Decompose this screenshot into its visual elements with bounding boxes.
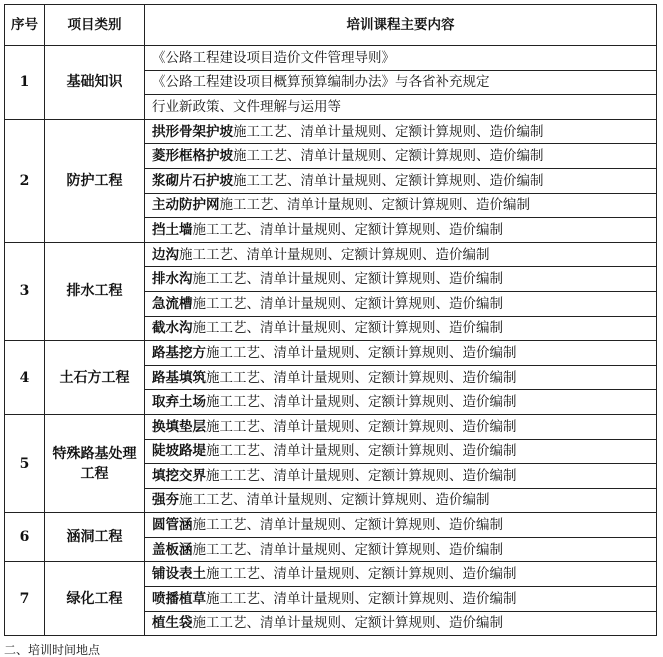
content-cell: [145, 70, 657, 95]
category-cell: 土石方工程: [45, 341, 145, 415]
content-item-text: 《公路工程建设项目造价文件管理导则》: [152, 49, 395, 66]
content-item-name: 菱形框格护坡: [152, 148, 233, 165]
content-item-name: 盖板涵: [152, 541, 193, 558]
content-item-text: 施工工艺、清单计量规则、定额计算规则、造价编制: [206, 394, 517, 411]
content-cell: [145, 267, 657, 292]
content-item-text: 施工工艺、清单计量规则、定额计算规则、造价编制: [206, 467, 517, 484]
content-item-text: 施工工艺、清单计量规则、定额计算规则、造价编制: [206, 418, 517, 435]
category-cell: 排水工程: [45, 242, 145, 340]
content-item-text: 施工工艺、清单计量规则、定额计算规则、造价编制: [206, 590, 517, 607]
content-item-name: 铺设表土: [152, 566, 206, 583]
table-row: [5, 119, 657, 144]
header-category: 项目类别: [45, 5, 145, 46]
content-item-name: 边沟: [152, 246, 179, 263]
category-cell: 防护工程: [45, 119, 145, 242]
table-row: [5, 341, 657, 366]
content-item-text: 施工工艺、清单计量规则、定额计算规则、造价编制: [219, 197, 530, 214]
content-item-text: 施工工艺、清单计量规则、定额计算规则、造价编制: [192, 271, 503, 288]
content-item-text: 施工工艺、清单计量规则、定额计算规则、造价编制: [192, 615, 503, 632]
seq-cell: 3: [5, 242, 45, 340]
content-item-name: 填挖交界: [152, 467, 206, 484]
content-cell: [145, 119, 657, 144]
header-content: 培训课程主要内容: [145, 5, 657, 46]
category-cell: 绿化工程: [45, 562, 145, 636]
table-row: [5, 562, 657, 587]
content-item-name: 陡坡路堤: [152, 443, 206, 460]
content-item-name: 主动防护网: [152, 197, 220, 214]
table-row: [5, 242, 657, 267]
content-cell: [145, 95, 657, 120]
content-item-name: 换填垫层: [152, 418, 206, 435]
content-item-name: 取弃土场: [152, 394, 206, 411]
content-item-text: 施工工艺、清单计量规则、定额计算规则、造价编制: [233, 172, 544, 189]
content-item-name: 强夯: [152, 492, 179, 509]
content-item-name: 挡土墙: [152, 221, 193, 238]
content-cell: [145, 291, 657, 316]
header-seq: 序号: [5, 5, 45, 46]
content-cell: [145, 218, 657, 243]
table-row: [5, 46, 657, 71]
content-item-text: 施工工艺、清单计量规则、定额计算规则、造价编制: [206, 566, 517, 583]
content-cell: [145, 144, 657, 169]
content-item-text: 施工工艺、清单计量规则、定额计算规则、造价编制: [206, 344, 517, 361]
content-item-name: 圆管涵: [152, 517, 193, 534]
seq-cell: 6: [5, 513, 45, 562]
content-cell: [145, 587, 657, 612]
content-item-name: 路基挖方: [152, 344, 206, 361]
content-item-text: 施工工艺、清单计量规则、定额计算规则、造价编制: [233, 148, 544, 165]
content-cell: [145, 562, 657, 587]
content-item-text: 施工工艺、清单计量规则、定额计算规则、造价编制: [206, 443, 517, 460]
table-body: [5, 46, 657, 636]
content-cell: [145, 414, 657, 439]
training-table: [4, 4, 657, 636]
content-item-text: 施工工艺、清单计量规则、定额计算规则、造价编制: [233, 123, 544, 140]
content-item-name: 植生袋: [152, 615, 193, 632]
content-cell: [145, 168, 657, 193]
content-cell: [145, 365, 657, 390]
content-item-text: 行业新政策、文件理解与运用等: [152, 98, 341, 115]
seq-cell: 1: [5, 46, 45, 120]
content-item-text: 《公路工程建设项目概算预算编制办法》与各省补充规定: [152, 74, 490, 91]
content-cell: [145, 513, 657, 538]
category-cell: 特殊路基处理工程: [45, 414, 145, 512]
category-cell: 涵洞工程: [45, 513, 145, 562]
content-item-name: 路基填筑: [152, 369, 206, 386]
seq-cell: 5: [5, 414, 45, 512]
content-cell: [145, 488, 657, 513]
content-cell: [145, 46, 657, 71]
content-item-name: 喷播植草: [152, 590, 206, 607]
content-cell: [145, 611, 657, 636]
content-cell: [145, 390, 657, 415]
footer-heading: 二、培训时间地点: [4, 643, 101, 657]
content-item-text: 施工工艺、清单计量规则、定额计算规则、造价编制: [192, 320, 503, 337]
content-item-name: 截水沟: [152, 320, 193, 337]
content-item-text: 施工工艺、清单计量规则、定额计算规则、造价编制: [192, 295, 503, 312]
content-cell: [145, 193, 657, 218]
content-item-text: 施工工艺、清单计量规则、定额计算规则、造价编制: [192, 517, 503, 534]
table-row: [5, 513, 657, 538]
content-cell: [145, 439, 657, 464]
content-item-name: 浆砌片石护坡: [152, 172, 233, 189]
seq-cell: 2: [5, 119, 45, 242]
table-header-row: [5, 5, 657, 46]
content-item-name: 排水沟: [152, 271, 193, 288]
category-cell: 基础知识: [45, 46, 145, 120]
content-cell: [145, 537, 657, 562]
content-item-text: 施工工艺、清单计量规则、定额计算规则、造价编制: [179, 492, 490, 509]
content-item-name: 急流槽: [152, 295, 193, 312]
content-item-text: 施工工艺、清单计量规则、定额计算规则、造价编制: [192, 541, 503, 558]
content-cell: [145, 242, 657, 267]
seq-cell: 4: [5, 341, 45, 415]
table-row: [5, 414, 657, 439]
content-item-text: 施工工艺、清单计量规则、定额计算规则、造价编制: [192, 221, 503, 238]
content-item-name: 拱形骨架护坡: [152, 123, 233, 140]
content-cell: [145, 341, 657, 366]
content-cell: [145, 316, 657, 341]
content-cell: [145, 464, 657, 489]
content-item-text: 施工工艺、清单计量规则、定额计算规则、造价编制: [206, 369, 517, 386]
content-item-text: 施工工艺、清单计量规则、定额计算规则、造价编制: [179, 246, 490, 263]
seq-cell: 7: [5, 562, 45, 636]
